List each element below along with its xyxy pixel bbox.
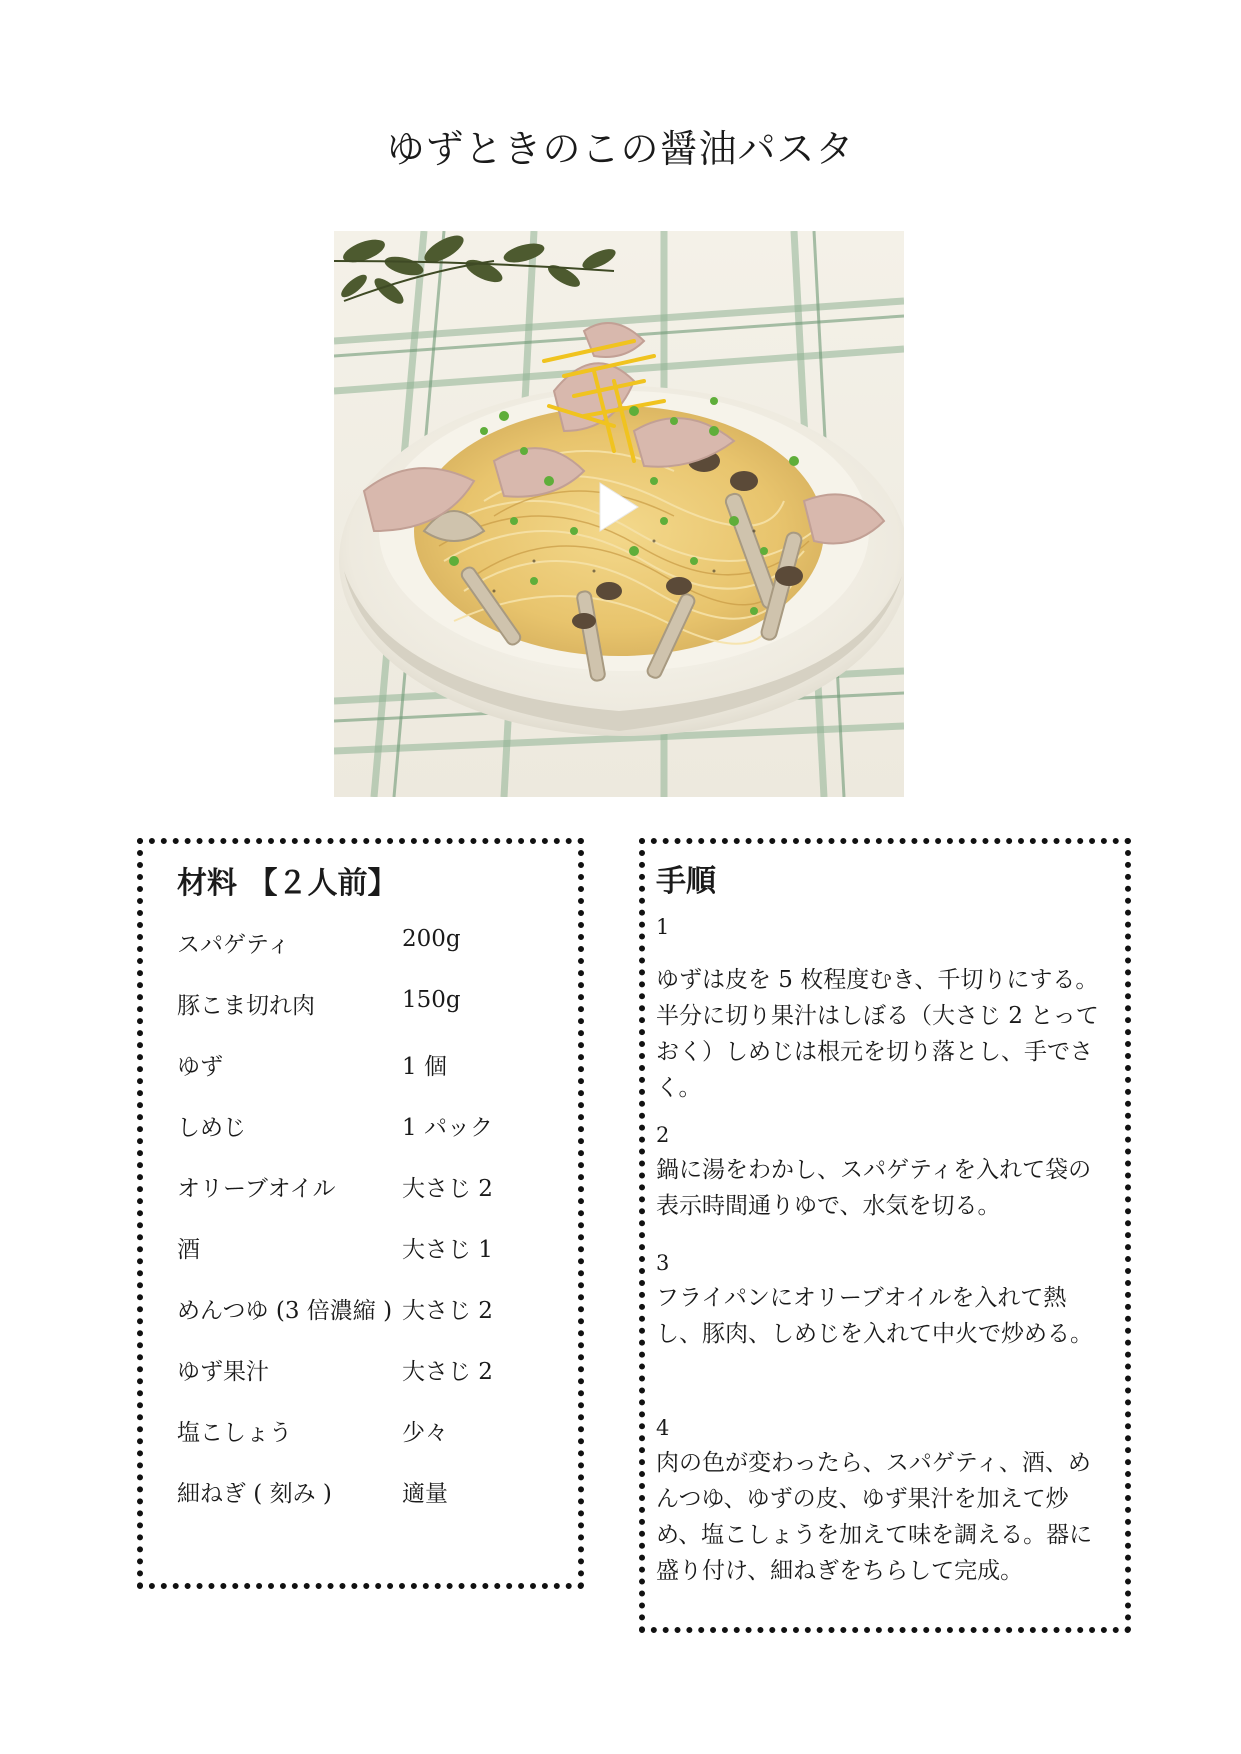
ingredient-amount: 大さじ 2 xyxy=(402,1176,493,1202)
ingredient-name: 塩こしょう xyxy=(177,1420,292,1446)
ingredient-row xyxy=(177,1170,557,1231)
ingredient-amount: 150g xyxy=(402,987,461,1013)
ingredient-row xyxy=(177,1048,557,1109)
step-number: 2 xyxy=(656,1123,670,1147)
step-item xyxy=(656,910,1111,1118)
ingredient-amount: 1 パック xyxy=(402,1115,493,1141)
recipe-photo xyxy=(334,231,904,797)
ingredient-row xyxy=(177,926,557,987)
ingredient-name: 豚こま切れ肉 xyxy=(177,993,315,1019)
step-text: 鍋に湯をわかし、スパゲティを入れて袋の表示時間通りゆで、水気を切る。 xyxy=(656,1157,1092,1219)
step-number: 3 xyxy=(656,1251,670,1275)
ingredient-amount: 1 個 xyxy=(402,1054,447,1080)
step-text: フライパンにオリーブオイルを入れて熱し、豚肉、しめじを入れて中火で炒める。 xyxy=(656,1285,1093,1347)
ingredient-row xyxy=(177,1414,557,1475)
ingredient-row xyxy=(177,1109,557,1170)
step-list xyxy=(656,910,1111,1584)
ingredient-row xyxy=(177,1231,557,1292)
ingredient-name: ゆず果汁 xyxy=(177,1359,269,1385)
ingredient-amount: 大さじ 2 xyxy=(402,1298,493,1324)
ingredient-name: 細ねぎ ( 刻み ) xyxy=(177,1481,332,1507)
ingredient-amount: 200g xyxy=(402,926,461,952)
step-number: 4 xyxy=(656,1416,670,1440)
ingredient-row xyxy=(177,987,557,1048)
step-number: 1 xyxy=(656,915,670,939)
ingredient-name: しめじ xyxy=(177,1115,246,1141)
play-icon xyxy=(598,481,640,533)
step-text: 肉の色が変わったら、スパゲティ、酒、めんつゆ、ゆずの皮、ゆず果汁を加えて炒め、塩こしょうを加えて味を調える。器に盛り付け、細ねぎをちらして完成。 xyxy=(656,1450,1093,1584)
ingredient-amount: 大さじ 2 xyxy=(402,1359,493,1385)
ingredient-name: 酒 xyxy=(177,1237,200,1263)
page-title: ゆずときのこの醤油パスタ xyxy=(386,127,855,171)
steps-box xyxy=(639,838,1131,1633)
step-item xyxy=(656,1411,1111,1584)
ingredient-name: スパゲティ xyxy=(177,932,291,958)
step-item xyxy=(656,1246,1111,1411)
ingredient-amount: 大さじ 1 xyxy=(402,1237,493,1263)
ingredient-name: ゆず xyxy=(177,1054,223,1080)
ingredients-heading: 材料 【２人前】 xyxy=(177,866,398,901)
ingredient-row xyxy=(177,1475,557,1536)
step-item xyxy=(656,1118,1111,1246)
ingredient-amount: 少々 xyxy=(402,1420,448,1446)
play-button[interactable] xyxy=(598,481,640,533)
ingredient-amount: 適量 xyxy=(402,1481,448,1507)
ingredients-box xyxy=(137,838,584,1589)
ingredient-row xyxy=(177,1292,557,1353)
ingredient-name: めんつゆ (3 倍濃縮 ) xyxy=(177,1298,393,1324)
steps-heading: 手順 xyxy=(656,864,716,899)
ingredient-list xyxy=(177,926,557,1536)
ingredient-name: オリーブオイル xyxy=(177,1176,336,1202)
step-text: ゆずは皮を 5 枚程度むき、千切りにする。半分に切り果汁はしぼる（大さじ 2 とっておく）しめじは根元を切り落とし、手でさく。 xyxy=(656,967,1099,1101)
ingredient-row xyxy=(177,1353,557,1414)
